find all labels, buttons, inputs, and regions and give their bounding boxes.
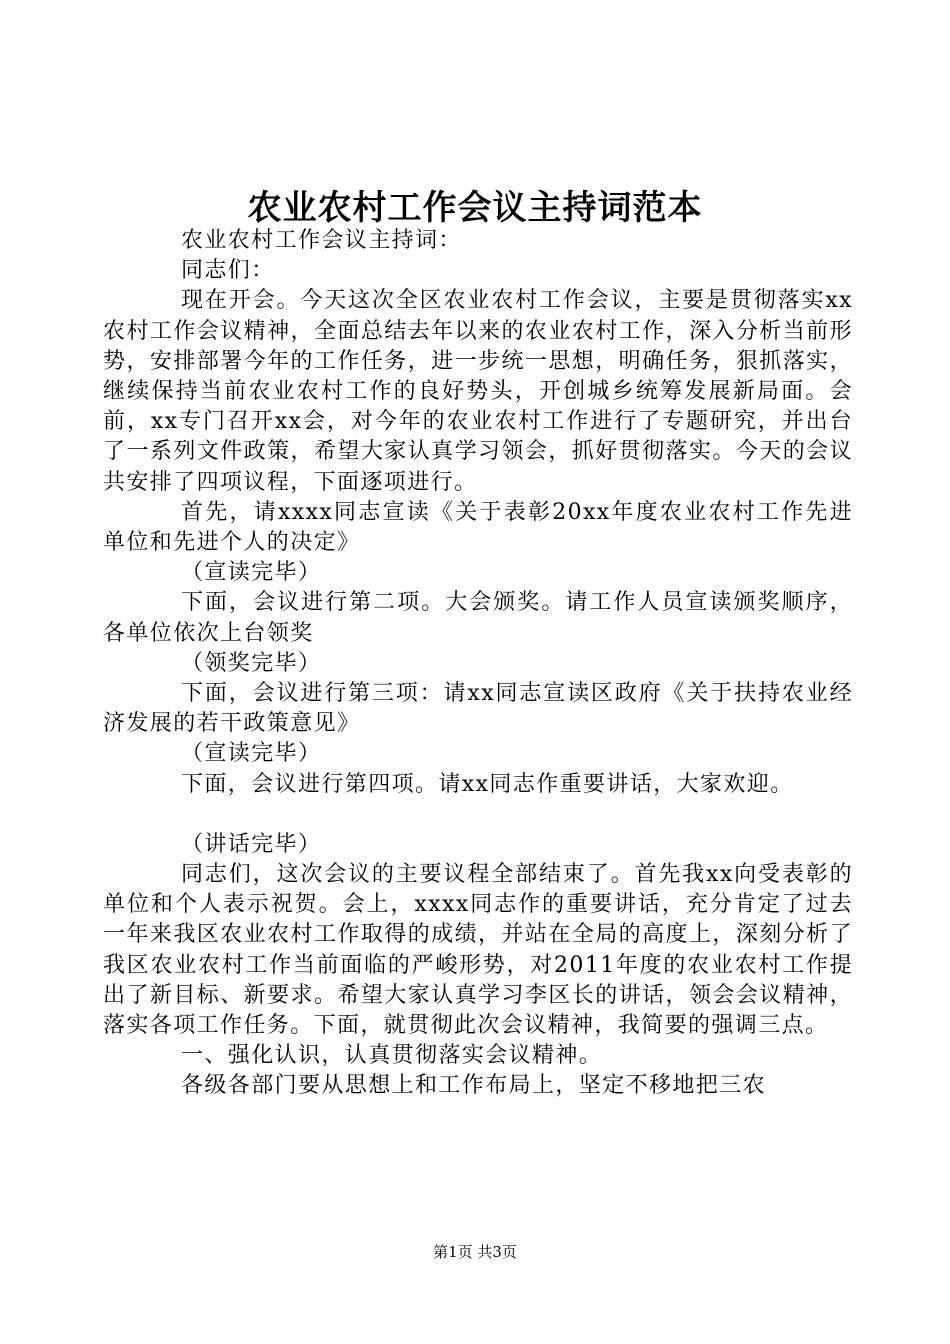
paragraph-agenda-2: 下面，会议进行第二项。大会颁奖。请工作人员宣读颁奖顺序，各单位依次上台领奖 xyxy=(103,590,853,646)
paragraph-opening: 现在开会。今天这次全区农业农村工作会议，主要是贯彻落实xx农村工作会议精神，全面总结去年以来的农业农村工作，深入分析当前形势，安排部署今年的工作任务，进一步统一思想，明确任务，狠抓落实，继续保持当前农业农村工作的良好势头，开创城乡统筹发展新局面。会前，xx专门召开xx会，对今年的农业农村工作进行了专题研究，并出台了一系列文件政策，希望大家认真学习领会，抓好贯彻落实。今天的会议共安排了四项议程，下面逐项进行。 xyxy=(103,288,853,495)
paragraph-point-1-heading: 一、强化认识，认真贯彻落实会议精神。 xyxy=(181,1043,603,1069)
paragraph-note-4: （讲话完毕） xyxy=(181,831,322,857)
paragraph-note-2: （领奖完毕） xyxy=(181,650,322,676)
paragraph-point-1-body: 各级各部门要从思想上和工作布局上，坚定不移地把三农 xyxy=(181,1073,767,1099)
paragraph-heading: 农业农村工作会议主持词： xyxy=(181,228,462,253)
paragraph-agenda-4: 下面，会议进行第四项。请xx同志作重要讲话，大家欢迎。 xyxy=(181,771,794,797)
paragraph-note-1: （宣读完毕） xyxy=(181,560,322,586)
page-footer: 第1页 共3页 xyxy=(433,1243,517,1261)
paragraph-summary: 同志们，这次会议的主要议程全部结束了。首先我xx向受表彰的单位和个人表示祝贺。会上，xxxx同志作的重要讲话，充分肯定了过去一年来我区农业农村工作取得的成绩，并站在全局的高度上，深刻分析了我区农业农村工作当前面临的严峻形势，对2011年度的农业农村工作提出了新目标、新要求。希望大家认真学习李区长的讲话，领会会议精神，落实各项工作任务。下面，就贯彻此次会议精神，我简要的强调三点。 xyxy=(103,862,853,1039)
document-body xyxy=(103,226,853,1102)
paragraph-note-3: （宣读完毕） xyxy=(181,741,322,767)
document-title: 农业农村工作会议主持词范本 xyxy=(247,188,703,228)
paragraph-agenda-3: 下面，会议进行第三项：请xx同志宣读区政府《关于扶持农业经济发展的若干政策意见》 xyxy=(103,681,853,737)
paragraph-agenda-1: 首先，请xxxx同志宣读《关于表彰20xx年度农业农村工作先进单位和先进个人的决定》 xyxy=(103,499,853,556)
paragraph-salutation: 同志们： xyxy=(181,258,275,284)
